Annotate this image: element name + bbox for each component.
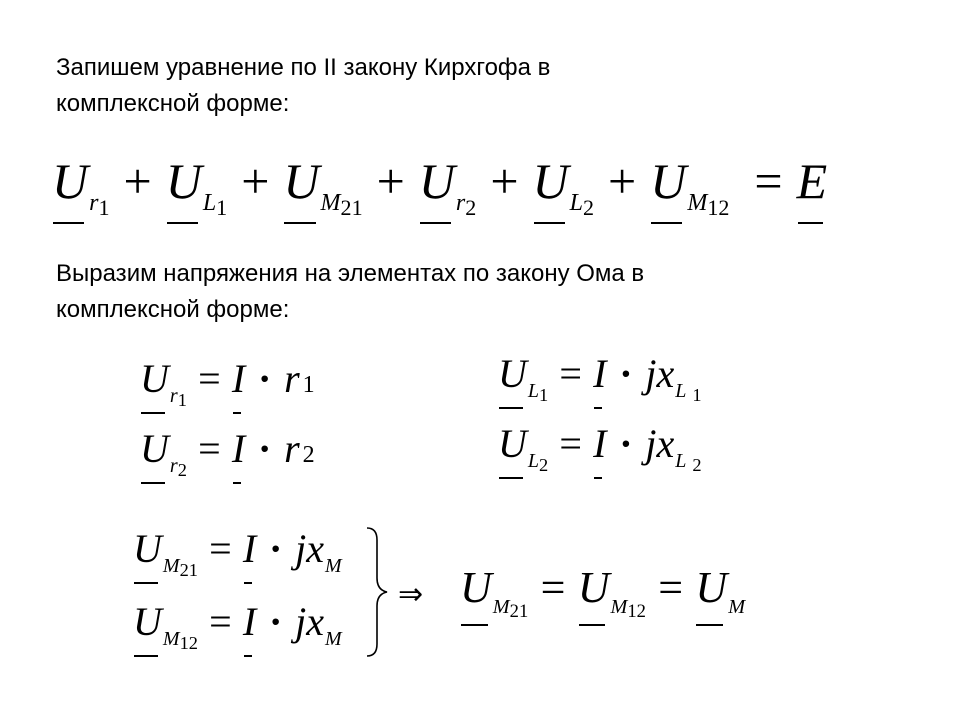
ohm-equation-r1: U r1 = I · r 1 [140, 356, 315, 410]
kirchhoff-intro-text [56, 50, 550, 122]
ohm-equation-M21: U M21 = I · jx M [133, 526, 342, 580]
voltage-UM21: U [283, 153, 320, 209]
voltage-UL1: U [165, 153, 202, 209]
kirchhoff-intro-line-2: комплексной форме: [56, 90, 290, 117]
ohm-intro-text [56, 256, 644, 328]
mutual-voltage-result: U M21 = U M12 = U M [460, 563, 746, 622]
kirchhoff-equation: U r1 + U L1 + U M21 + U r2 + U L2 + U M12 = E [52, 153, 828, 220]
ohm-equation-L2: U L2 = I · jx L 2 [498, 421, 702, 475]
right-brace-icon [364, 526, 390, 658]
voltage-UM12: U [650, 153, 687, 209]
implies-arrow-icon: ⇒ [398, 577, 424, 612]
kirchhoff-intro-line-1: Запишем уравнение по II закону Кирхгофа в [56, 54, 551, 81]
ohm-intro-line-2: комплексной форме: [56, 296, 290, 323]
ohm-equation-r2: U r2 = I · r 2 [140, 426, 315, 480]
voltage-Ur1: U [52, 153, 89, 209]
voltage-Ur2: U [418, 153, 455, 209]
voltage-UL2: U [532, 153, 569, 209]
ohm-equation-L1: U L1 = I · jx L 1 [498, 351, 702, 405]
ohm-intro-line-1: Выразим напряжения на элементах по закону Ома в [56, 260, 645, 287]
source-E: E [796, 153, 828, 209]
ohm-equation-M12: U M12 = I · jx M [133, 599, 342, 653]
